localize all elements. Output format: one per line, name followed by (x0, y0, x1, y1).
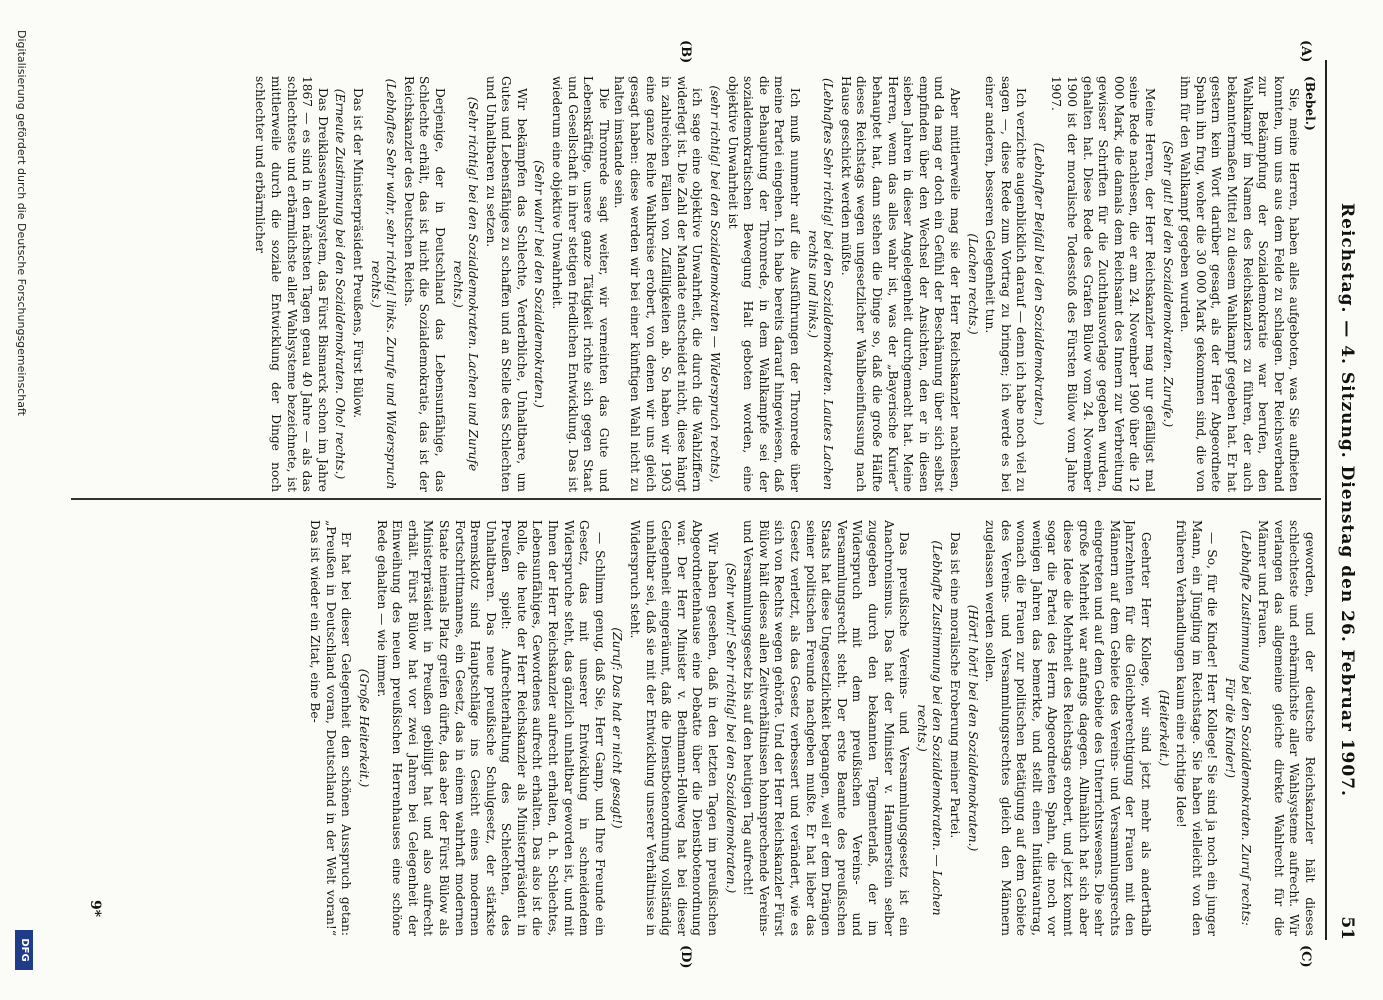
interjection: (Zuruf: Das hat er nicht gesagt!) (610, 627, 625, 829)
digitization-credit: Digitalisierung gefördert durch die Deutsche Forschungsgemeinschaft (15, 30, 28, 416)
interjection: (Lebhaftes Sehr richtig! bei den Sozialdemokraten. Lautes Lachen rechts und links.) (805, 78, 836, 490)
text-column-right (72, 520, 1317, 936)
margin-mark-c: (C) (1298, 945, 1313, 968)
margin-mark-b: (B) (678, 40, 693, 64)
paragraph: Derjenige, der in Deutschland das Lebensunfähige, das Schlechte erhält, das ist nicht die Sozialdemokratie, das ist der Reichskanzler des Deutschen Reichs. (401, 76, 447, 492)
paragraph: Meine Herren, der Herr Reichskanzler mag nur gefälligst mal seine Rede nachlesen, die er am 24. November 1900 über die 12 000 Mark, die damals dem Reichsamt des Innern zur Verbreitung gewisser Schriften für die Zuchthausvorlage gegeben wurden, gehalten hat. Diese Rede des Grafen Bülow vom 24. November 1900 ist der moralische Todesstoß des Fürsten Bülow vom Jahre 1907. (1049, 76, 1158, 492)
interjection: (Sehr gut! bei den Sozialdemokraten. Zurufe.) (1160, 140, 1175, 428)
paragraph: Wir haben gesehen, daß in den letzten Tagen im preußischen Abgeordnetenhause eine Debatte über die Dienstbotenordnung war. Der Herr Minister v. Bethmann-Hollweg hat bei dieser Gelegenheit eingeräumt, daß die Dienstbotenordnung vollständig unhaltbar sei, daß sie mit der Entwicklung unserer Verhältnisse in Widerspruch steht. (628, 520, 721, 936)
header-rule (1325, 60, 1327, 940)
paragraph: — So, für die Kinder! Herr Kollege! Sie sind ja noch ein junger Mann, ein Jüngling im Reichstage. Sie haben vielleicht von den früheren Verhandlungen kaum eine richtige Idee! (1174, 520, 1220, 936)
paragraph: Er hat bei dieser Gelegenheit den schönen Ausspruch getan: „Preußen in Deutschland voran, Deutschland in der Welt voran!“ Das ist wieder ein Zitat, eine Be- (308, 520, 354, 936)
paragraph: Das Dreiklassenwahlsystem, das Fürst Bismarck schon im Jahre 1867 — es sind in den nächsten Tagen genau 40 Jahre — als das schlechteste und erbärmlichste aller Wahlsysteme bezeichnete, ist mittlerweile durch die soziale Entwicklung der Dinge noch schlechter und erbärmlicher (253, 76, 330, 492)
paragraph: Sie, meine Herren, haben alles aufgeboten, was Sie aufbieten konnten, um uns aus dem Felde zu schlagen. Der Reichsverband zur Bekämpfung der Sozialdemokratie war berufen, den Wahlkampf im Namen des Reichskanzlers zu führen, der auch bekanntermaßen Mittel zu diesem Wahlkampf gegeben hat. Er hat gestern kein Wort darüber gesagt, als der Herr Abgeordnete Spahn ihn frug, woher die 30 000 Mark gekommen sind, die von ihm für den Wahlkampf gegeben wurden. (1178, 76, 1302, 492)
margin-mark-d: (D) (678, 945, 693, 969)
paragraph: Ich verzichte augenblicklich darauf — denn ich habe noch viel zu sagen —, diese Rede zum Vortrag zu bringen; ich werde es bei einer anderen, besseren Gelegenheit tun. (983, 76, 1029, 492)
interjection: (Lebhaftes Sehr wahr, sehr richtig! links. Zurufe und Widerspruch rechts.) (368, 78, 399, 490)
interjection: (Sehr richtig! bei den Sozialdemokraten. Lachen und Zurufe rechts.) (450, 96, 481, 472)
paragraph: Die Thronrede sagt weiter, wir verneinten das Gute und Lebenskräftige, unsere ganze Tätigkeit richte sich gegen Staat und Gesellschaft in ihrer stetigen friedlichen Entwicklung. Das ist wiederum eine objektive Unwahrheit. (550, 76, 611, 492)
text-column-left (72, 76, 1317, 492)
paragraph: — Schlimm genug, daß Sie, Herr Gamp, und Ihre Freunde ein Gesetz, das mit unserer Entwicklung in schneidendem Widerspruche steht, das gänzlich unhaltbar geworden ist, und mit Ihnen der Herr Reichskanzler aufrecht erhalten, d. h. Schlechtes, Lebensunfähiges, Gewordenes aufrecht erhalten. Das also ist die Rolle, die heute der Herr Reichskanzler als Ministerpräsident in Preußen spielt: Aufrechterhaltung des Schlechten, des Unhaltbaren. Das neue preußische Schulgesetz, der stärkste Bremsklotz sind Hauptschläge ins Gesicht eines modernen Fortschrittmannes, ein Gesetz, das in einem wahrhaft modernen Staate niemals Platz greifen dürfte, das aber der Fürst Bülow als Ministerpräsident in Preußen gebilligt hat und also aufrecht erhält. Fürst Bülow hat vor zwei Jahren bei Gelegenheit der Einweihung des neuen preußischen Herrenhauses eine schöne Rede gehalten — wie immer. (374, 520, 607, 936)
paragraph: Aber mittlerweile mag sie der Herr Reichskanzler nachlesen, und da mag er doch ein Gefühl der Beschämung über sich selbst empfinden über den Wechsel der Ansichten, den er in diesen sieben Jahren in dieser Angelegenheit durchgemacht hat. Meine Herren, wenn das alles wahr ist, was der „Bayerische Kurier“ behauptet hat, dann stehen die Dinge so, daß die große Hälfte dieses Reichstags wegen ungesetzlicher Wahlbeeinflussung nach Hause geschickt werden müßte. (838, 76, 962, 492)
interjection: (Lebhafte Zustimmung bei den Sozialdemokraten. — Lachen rechts.) (914, 540, 945, 916)
dfg-logo: DFG (15, 930, 33, 970)
paragraph: Wir bekämpfen das Schlechte, Verderbliche, Unhaltbare, um Gutes und Lebensfähiges zu schaffen und an Stelle des Schlechten und Unhaltbaren zu setzen. (483, 76, 529, 492)
margin-mark-a: (A) (1298, 40, 1313, 63)
interjection: (Heiterkeit.) (1156, 689, 1171, 767)
page-header (1329, 60, 1363, 940)
paragraph: ich sage eine objektive Unwahrheit, die durch die Wahlziffern widerlegt ist. Die Zahl der Mandate entscheidet nicht, diese hängt in zahlreichen Fällen von Zufälligkeiten ab. So haben wir 1903 eine ganze Reihe Wahlkreise erobert, von denen wir uns gleich gesagt haben: diese werden wir bei einer künftigen Wahl nicht zu halten imstande sein. (612, 76, 705, 492)
paragraph: Das ist der Ministerpräsident Preußens, Fürst Bülow. (350, 88, 365, 419)
interjection: (Sehr wahr! bei den Sozialdemokraten.) (532, 160, 547, 408)
speaker-name: (Bebel.) (1303, 76, 1317, 131)
page-number: 51 (1337, 916, 1357, 940)
interjection: (Lachen rechts.) (965, 233, 980, 335)
page-title: Reichstag. — 4. Sitzung. Dienstag den 26. Februar 1907. (1337, 203, 1357, 797)
interjection: (sehr richtig! bei den Sozialdemokraten — Widerspruch rechts), (708, 85, 723, 483)
interjection: (Lebhafte Zustimmung bei den Sozialdemokraten. Zuruf rechts: Für die Kinder!) (1223, 530, 1253, 926)
paragraph: Geehrter Herr Kollege, wir sind jetzt mehr als anderthalb Jahrzehnten für die Gleichberechtigung der Frauen mit den Männern auf dem Gebiete des Vereins- und Versammlungsrechts eingetreten und auf dem Gebiete des Unterrichtswesens. Die sehr große Mehrheit war anfangs dagegen. Allmählich hat sich aber diese Idee die Mehrheit des Reichstags erobert, und jetzt kommt sogar die Partei des Herrn Abgeordneten Spahn, die noch vor wenigen Jahren das bemerkte, und stellt einen Initiativantrag, wonach die Frauen zur politischen Betätigung auf dem Gebiete des Vereins- und Versammlungsrechtes gleich den Männern zugelassen werden sollen. (983, 520, 1154, 936)
paragraph: Ich muß nunmehr auf die Ausführungen der Thronrede über meine Partei eingehen. Ich habe bereits darauf hingewiesen, daß die Behauptung der Thronrede, in dem Wahlkampfe sei der sozialdemokratischen Bewegung Halt geboten worden, eine objektive Unwahrheit ist (725, 76, 802, 492)
interjection: (Große Heiterkeit.) (356, 668, 371, 788)
interjection: (Erneute Zustimmung bei den Sozialdemokraten. Oho! rechts.) (333, 88, 348, 480)
interjection: (Lebhafter Beifall bei den Sozialdemokraten.) (1031, 142, 1046, 426)
signature-mark: 9* (87, 900, 103, 918)
interjection: (Sehr wahr! Sehr richtig! bei den Sozialdemokraten.) (723, 562, 738, 894)
paragraph: Das preußische Vereins- und Versammlungsgesetz ist ein Anachronismus. Das hat der Minister v. Hammerstein selber zugegeben durch den bekannten Tegmenterlaß, der im Widerspruch mit dem preußischen Vereins- und Versammlungsrecht steht. Der erste Beamte des preußischen Staats hat diese Ungesetzlichkeit begangen, weil er dem Drängen seiner politischen Freunde nachgeben mußte. Er hat lieber das Gesetz verletzt, als das Gesetz verbessert und verändert, wie es sich von Rechts wegen gehörte. Und der Herr Reichskanzler Fürst Bülow hält dieses allen Zeitverhältnissen hohnsprechende Vereins- und Versammlungsgesetz bis auf den heutigen Tag aufrecht! (741, 520, 912, 936)
paragraph: Das ist eine moralische Eroberung meiner Partei. (947, 532, 962, 839)
column-divider (71, 498, 1321, 500)
interjection: (Hört! hört! bei den Sozialdemokraten.) (965, 604, 980, 852)
paragraph: geworden, und der deutsche Reichskanzler hält dieses schlechteste und erbärmlichste aller Wahlsysteme aufrecht. Wir verlangen das allgemeine gleiche direkte Wahlrecht für die Männer und Frauen. (1256, 520, 1317, 936)
